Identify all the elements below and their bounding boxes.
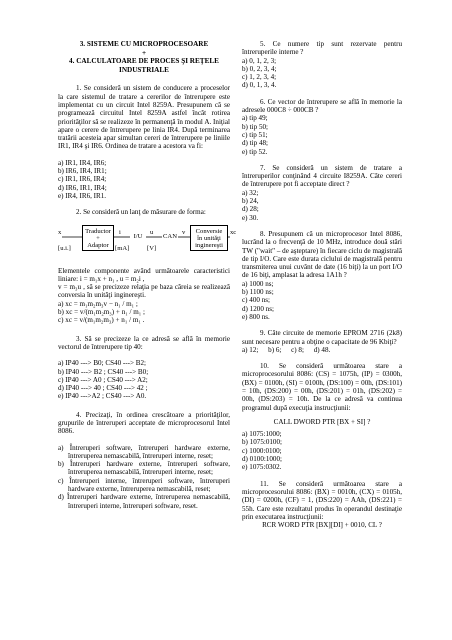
q6-option-a: a) tip 49; [242,114,268,123]
question-4-text: 4. Precizaţi, în ordinea crescătoare a priorităţilor, grupurile de întreruperi acceptate de microprocesorul Intel 8086. [58,410,230,436]
q5-option-b: b) 0, 2, 3, 4; [242,64,277,73]
signal-u-unit: [V] [147,244,157,252]
q6-option-e: e) tip 52. [242,147,268,156]
question-6-options [242,114,402,155]
signal-u-label: u [150,228,154,236]
engineering-conversion-block [190,225,228,251]
q1-option-b: b) IR6, IR4, IR1; [58,167,107,176]
q2-option-a: a) xc = m₁m₂m₃v − n₁ / m₁ ; [58,299,138,308]
q9-option-d: d) 48. [313,345,331,354]
q1-option-a: a) IR1, IR4, IR6; [58,158,107,167]
q10-option-b: b) 1075:0100; [242,438,282,447]
input-x-unit: [u.i.] [58,244,71,252]
conversion-line2: în unităţi [197,234,221,242]
plus-label: + [96,234,100,242]
q9-option-c: c) 8; [291,345,304,354]
q10-option-c: c) 1000:0100; [242,446,282,455]
question-8-text: 8. Presupunem că un microprocesor Intel 8086, lucrând la o frecvenţă de 10 MHz, introduce două stări TW ("wait" – de aşteptare) în fiecare ciclu de magistrală de tip I/O. Care este durata ciclului de magistrală pentru transmiterea unui cuvânt de date (16 biţi) la un port I/O de 16 biţi, amplasat la adresa 1A1h ? [242,229,402,280]
q4-option-d: d) Întreruperi hardware externe, întreruperea nemascabilă, întreruperi interne, întreruperi software, reset. [58,493,230,510]
signal-v-label: v [182,228,186,236]
question-10-text: 10. Se consideră următoarea stare a microprocesorului 8086: (CS) = 1075h, (IP) = 0300h, (BX) = 0100h, (SI) = 0100h, (DS:100) = 00h, (DS:101) = 10h, (DS:200) = 00h, (DS:201) = 01h, (DS:202) = 00h, (DS:203) = 10h. De la ce adresă va continua programul după execuţia instrucţiunii: [242,362,402,412]
q5-option-a: a) 0, 1, 2, 3; [242,56,277,65]
q4-option-a: a) Întreruperi software, întreruperi hardware externe, întreruperea nemascabilă, întreruperi interne, reset; [58,443,230,460]
q9-option-b: b) 6; [268,345,282,354]
question-3-text: 3. Să se precizeze la ce adresă se află în memorie vectorul de întrerupere tip 40: [58,334,230,351]
measurement-chain-diagram [58,223,237,263]
q7-option-d: d) 28; [242,205,259,214]
question-2-elements: Elementele componente având următoarele caracteristici liniare: i = m₁x + n₁ , u = m₂i , [58,266,230,283]
q8-option-d: d) 1200 ns; [242,304,274,313]
question-6-text: 6. Ce vector de întrerupere se află în memorie la adresele 000C8 ÷ 000CB ? [242,97,402,115]
q3-option-e: e) IP40 --->A2 ; CS40 ---> A0. [58,392,147,401]
question-5-text: 5. Ce numere tip sunt rezervate pentru întreruperile interne ? [242,40,402,57]
question-3-options [58,359,230,400]
signal-i-label: i [119,228,121,236]
q1-option-e: e) IR4, IR6, IR1. [58,191,107,200]
q1-option-d: d) IR6, IR1, IR4; [58,183,107,192]
conversion-line1: Conversie [195,227,223,235]
section-title-line2: 4. CALCULATOARE DE PROCES ŞI REŢELE INDUSTRIALE [69,57,219,74]
q2-option-b: b) xc = v/(m₁m₂m₃) + n₁ / m₁ ; [58,308,145,317]
q3-option-c: c) IP40 ---> A0 ; CS40 ---> A2; [58,375,148,384]
signal-i-unit: [mA] [115,244,130,252]
q5-option-d: d) 0, 1, 3, 4. [242,81,277,90]
adaptor-label: Adaptor [87,241,109,249]
question-5-options [242,57,402,90]
section-title-plus: + [141,48,147,57]
q1-option-c: c) IR1, IR6, IR4; [58,175,107,184]
traductor-label: Traductor [85,227,111,235]
q10-option-d: d) 0100:1000; [242,455,282,464]
left-column [58,40,237,510]
question-9-options [242,346,402,354]
right-column [242,40,402,529]
q8-option-a: a) 1000 ns; [242,279,274,288]
io-label: I/U [133,232,143,240]
question-2-text: 2. Se consideră un lanţ de măsurare de forma: [76,208,206,217]
q2-option-c: c) xc = v/(m₁m₂m₃) + n₁ / m₁ . [58,316,145,325]
question-7-text: 7. Se consideră un sistem de tratare a întreruperilor conţinând 4 circuite I8259A. Câte cereri de întrerupere pot fi acceptate direct ? [242,163,402,189]
q8-option-c: c) 400 ns; [242,296,270,305]
q8-option-b: b) 1100 ns; [242,288,274,297]
output-xc-label: xc [230,228,237,236]
question-11-instruction: RCR WORD PTR [BX][DI] + 0010, CL ? [262,521,382,530]
input-x-label: x [58,228,62,236]
q4-option-b: b) Întreruperi hardware externe, întreruperi software, întreruperea nemascabilă, întreruperi interne, reset; [58,460,230,477]
q9-option-a: a) 12; [242,345,259,354]
question-7-options [242,189,402,222]
question-10-instruction: CALL DWORD PTR [BX + SI] ? [273,417,371,426]
q6-option-c: c) tip 51; [242,130,268,139]
q3-option-b: b) IP40 ---> B2 ; CS40 ---> B0; [58,367,149,376]
q3-option-a: a) IP40 ---> B0; CS40 ---> B2; [58,359,146,368]
question-2-options [58,300,230,325]
q6-option-d: d) tip 48; [242,139,269,148]
q8-option-e: e) 800 ns. [242,312,270,321]
question-11-text: 11. Se consideră următoarea stare a microprocesorului 8086: (BX) = 0010h, (CX) = 0105h, (DI) = 0200h, (CF) = 1, (DS:220) = AAh, (DS:221) = 55h. Care este rezultatul produs în operandul destinaţie prin executarea instrucţiunii: [242,479,402,521]
q7-option-e: e) 30. [242,213,259,222]
can-label: CAN [163,232,177,240]
conversion-line3: inginereşti [195,241,223,249]
question-1-text: 1. Se consideră un sistem de conducere a proceselor la care sistemul de tratare a cererilor de întrerupere este implementat cu un circuit Intel 8259A. Presupunem că se programează circuitul Intel 8259A astfel încât rotirea priorităţilor să se realizeze în permanenţă în modul A. Iniţial apare o cerere de întrerupere pe linia IR4. După terminarea tratării acesteia apar simultan cereri de întrerupere pe liniile IR1, IR4 şi IR6. Ordinea de tratare a acestora va fi: [58,84,230,151]
question-8-options [242,280,402,321]
section-title-line1: 3. SISTEME CU MICROPROCESOARE [79,40,209,48]
io-converter-block [130,232,146,243]
question-1-options [58,159,230,200]
traductor-adaptor-block [82,225,114,251]
q7-option-a: a) 32; [242,188,259,197]
q10-option-e: e) 1075:0302. [242,463,282,472]
question-4-options [58,444,230,510]
q10-option-a: a) 1075:1000; [242,430,282,439]
question-9-text: 9. Câte circuite de memorie EPROM 2716 (2k8) sunt necesare pentru a obţine o capacitate de 96 Kbiţi? [242,329,402,346]
question-10-options [242,430,402,471]
q5-option-c: c) 1, 2, 3, 4; [242,73,277,82]
q7-option-b: b) 24, [242,197,259,206]
q4-option-c: c) Întreruperi interne, întreruperi software, întreruperi hardware externe, întreruperea nemascabilă, reset; [58,476,230,494]
can-block [162,232,178,243]
question-2-elements-cont: v = m₃u , să se precizeze relaţia pe baza căreia se realizează conversia în unităţi inginereşti. [58,283,230,300]
q3-option-d: d) IP40 ---> 40 ; CS40 ---> 42 ; [58,384,148,393]
q6-option-b: b) tip 50; [242,122,269,131]
